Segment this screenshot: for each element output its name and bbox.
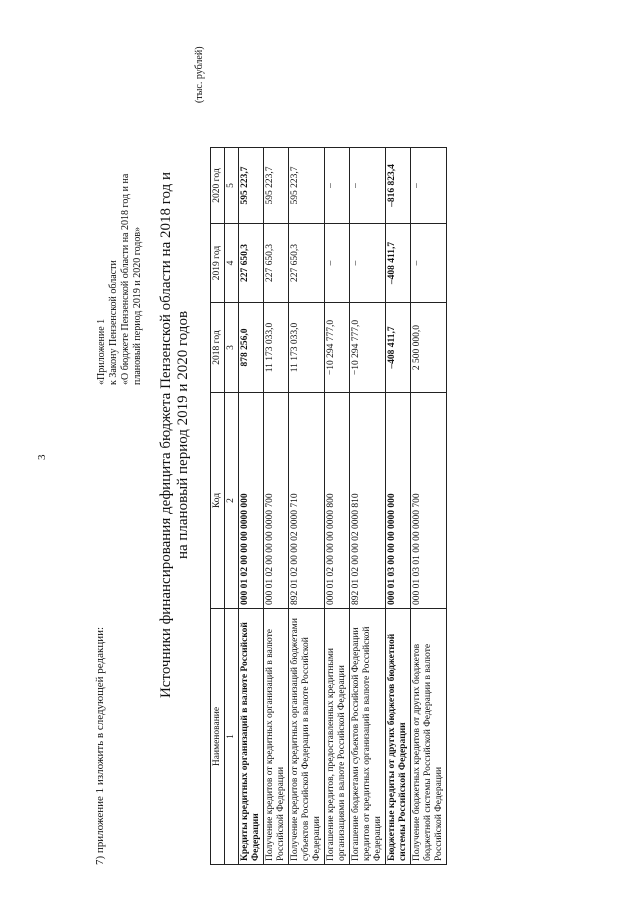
page-number: 3: [36, 454, 48, 460]
row-code: 892 01 02 00 00 02 0000 710: [289, 393, 325, 609]
row-2018: −10 294 777,0: [350, 303, 386, 393]
appendix-line: «О бюджете Пензенской области на 2018 год и на: [120, 173, 131, 385]
header-2019: 2019 год: [211, 224, 225, 303]
column-number: 1: [225, 609, 239, 865]
title-line: на плановый период 2019 и 2020 годов: [175, 310, 191, 560]
row-2020: 595 223,7: [289, 148, 325, 224]
table-row: [264, 148, 289, 865]
appendix-header: [96, 174, 144, 385]
row-2020: –: [411, 148, 447, 224]
title-line: Источники финансирования дефицита бюджета Пензенской области на 2018 год и: [158, 171, 174, 699]
row-2019: 227 650,3: [239, 224, 264, 303]
header-2018: 2018 год: [211, 303, 225, 393]
row-code: 000 01 02 00 00 00 0000 000: [239, 393, 264, 609]
row-name: Бюджетные кредиты от других бюджетов бюджетной системы Российской Федерации: [386, 609, 411, 865]
table-column-number-row: [225, 148, 239, 865]
row-name: Получение кредитов от кредитных организаций в валюте Российской Федерации: [264, 609, 289, 865]
row-2019: –: [411, 224, 447, 303]
row-code: 000 01 02 00 00 00 0000 800: [325, 393, 350, 609]
header-name: Наименование: [211, 609, 225, 865]
row-2019: 227 650,3: [264, 224, 289, 303]
table-row: [239, 148, 264, 865]
table-row: [325, 148, 350, 865]
column-number: 2: [225, 393, 239, 609]
table-row: [350, 148, 386, 865]
appendix-line: плановый период 2019 и 2020 годов»: [132, 226, 143, 385]
table-row: [411, 148, 447, 865]
table-row: [386, 148, 411, 865]
row-2019: 227 650,3: [289, 224, 325, 303]
appendix-line: «Приложение 1: [96, 318, 107, 385]
row-name: Кредиты кредитных организаций в валюте Российской Федерации: [239, 609, 264, 865]
column-number: 4: [225, 224, 239, 303]
column-number: 5: [225, 148, 239, 224]
header-code: Код: [211, 393, 225, 609]
row-2020: 595 223,7: [264, 148, 289, 224]
row-name: Получение бюджетных кредитов от других бюджетов бюджетной системы Российской Федерации в валюте Российской Федерации: [411, 609, 447, 865]
row-2020: 595 223,7: [239, 148, 264, 224]
row-2018: 11 173 033,0: [289, 303, 325, 393]
financing-sources-table: [210, 147, 447, 865]
row-2020: –: [325, 148, 350, 224]
row-code: 000 01 03 00 00 00 0000 000: [386, 393, 411, 609]
table-row: [289, 148, 325, 865]
row-2019: –: [350, 224, 386, 303]
appendix-line: к Закону Пензенской области: [108, 260, 119, 385]
row-2018: −10 294 777,0: [325, 303, 350, 393]
row-name: Погашение кредитов, предоставленных кредитными организациями в валюте Российской Федерации: [325, 609, 350, 865]
row-2018: 2 500 000,0: [411, 303, 447, 393]
document-title: [158, 125, 192, 745]
row-2018: 878 256,0: [239, 303, 264, 393]
row-2018: 11 173 033,0: [264, 303, 289, 393]
row-code: 000 01 02 00 00 00 0000 700: [264, 393, 289, 609]
header-2020: 2020 год: [211, 148, 225, 224]
row-2019: –: [325, 224, 350, 303]
row-name: Получение кредитов от кредитных организаций бюджетами субъектов Российской Федерации в валюте Российской Федерации: [289, 609, 325, 865]
row-2020: –: [350, 148, 386, 224]
row-code: 000 01 03 01 00 00 0000 700: [411, 393, 447, 609]
row-2019: –408 411,7: [386, 224, 411, 303]
column-number: 3: [225, 303, 239, 393]
row-code: 892 01 02 00 00 02 0000 810: [350, 393, 386, 609]
units-label: (тыс. рублей): [194, 46, 205, 103]
intro-text: 7) приложение 1 изложить в следующей редакции:: [94, 626, 106, 865]
row-2018: –408 411,7: [386, 303, 411, 393]
row-2020: –816 823,4: [386, 148, 411, 224]
table-header-row: [211, 148, 225, 865]
row-name: Погашение бюджетами субъектов Российской Федерации кредитов от кредитных организаций в валюте Российской Федерации: [350, 609, 386, 865]
